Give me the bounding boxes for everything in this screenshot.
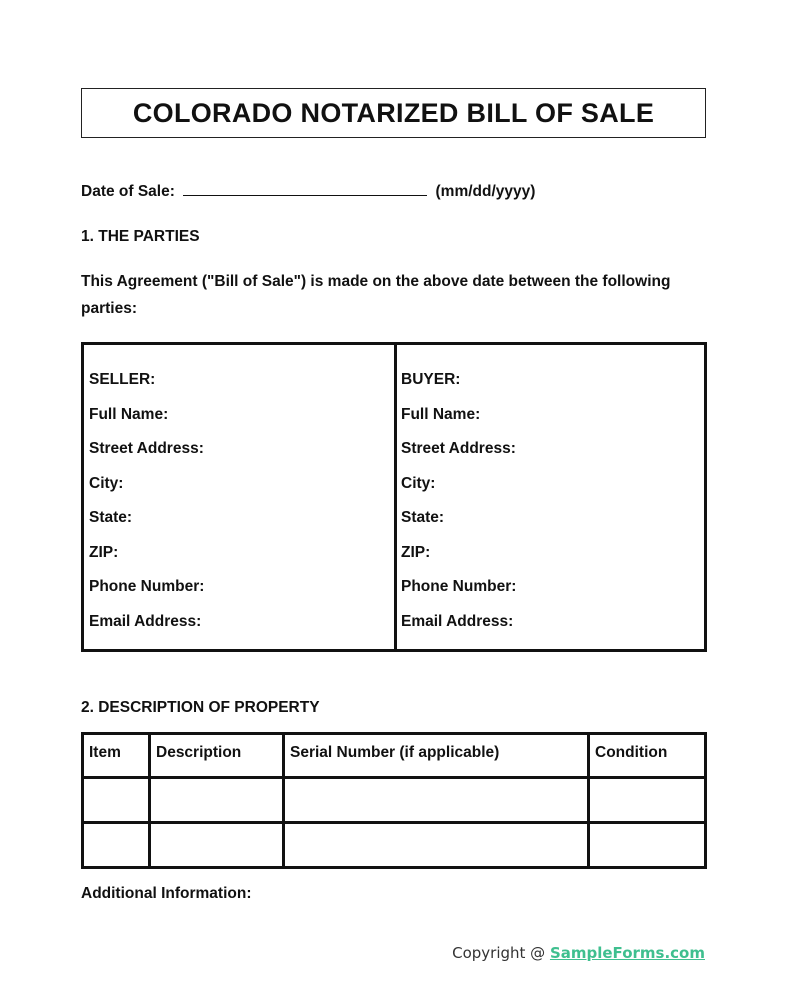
- column-header-condition: Condition: [589, 734, 706, 778]
- buyer-column: [394, 345, 704, 649]
- column-header-serial-number: Serial Number (if applicable): [284, 734, 589, 778]
- table-cell[interactable]: [284, 778, 589, 823]
- seller-column: [84, 345, 394, 649]
- table-cell[interactable]: [150, 823, 284, 868]
- property-table-header: [83, 734, 706, 778]
- seller-state[interactable]: State:: [89, 509, 133, 526]
- seller-zip[interactable]: ZIP:: [89, 543, 119, 561]
- parties-table: [81, 342, 707, 652]
- buyer-street-address[interactable]: Street Address:: [401, 440, 516, 457]
- section-property-heading: 2. DESCRIPTION OF PROPERTY: [81, 699, 320, 716]
- table-cell[interactable]: [150, 778, 284, 823]
- seller-street-address[interactable]: Street Address:: [89, 440, 204, 457]
- seller-heading: SELLER:: [89, 371, 156, 388]
- date-of-sale-label: Date of Sale:: [81, 183, 175, 200]
- table-cell[interactable]: [83, 778, 150, 823]
- column-header-item: Item: [83, 734, 150, 778]
- document-title: COLORADO NOTARIZED BILL OF SALE: [132, 97, 655, 128]
- buyer-zip[interactable]: ZIP:: [401, 543, 431, 561]
- title-box: [81, 88, 706, 138]
- date-of-sale-line: [81, 182, 535, 201]
- seller-phone[interactable]: Phone Number:: [89, 578, 205, 595]
- seller-full-name[interactable]: Full Name:: [89, 405, 169, 423]
- additional-information-label: Additional Information:: [81, 885, 252, 902]
- buyer-full-name[interactable]: Full Name:: [401, 405, 481, 423]
- parties-intro-text: This Agreement ("Bill of Sale") is made on the above date between the following parties:: [81, 273, 671, 317]
- section-parties-heading: 1. THE PARTIES: [81, 228, 200, 245]
- copyright-prefix: Copyright @: [452, 944, 550, 962]
- buyer-email[interactable]: Email Address:: [401, 612, 514, 630]
- buyer-state[interactable]: State:: [401, 509, 445, 526]
- table-cell[interactable]: [589, 778, 706, 823]
- table-row: [83, 778, 706, 823]
- property-table: [81, 732, 707, 869]
- table-cell[interactable]: [83, 823, 150, 868]
- copyright-footer: [452, 944, 705, 962]
- date-of-sale-blank[interactable]: [183, 182, 427, 196]
- brand-link[interactable]: SampleForms.com: [549, 944, 705, 962]
- seller-email[interactable]: Email Address:: [89, 612, 202, 630]
- column-header-description: Description: [150, 734, 284, 778]
- table-row: [83, 823, 706, 868]
- table-cell[interactable]: [284, 823, 589, 868]
- table-cell[interactable]: [589, 823, 706, 868]
- buyer-heading: BUYER:: [401, 371, 461, 388]
- date-format-hint: (mm/dd/yyyy): [435, 183, 536, 200]
- buyer-city[interactable]: City:: [401, 474, 436, 492]
- seller-city[interactable]: City:: [89, 474, 124, 492]
- buyer-phone[interactable]: Phone Number:: [401, 578, 517, 595]
